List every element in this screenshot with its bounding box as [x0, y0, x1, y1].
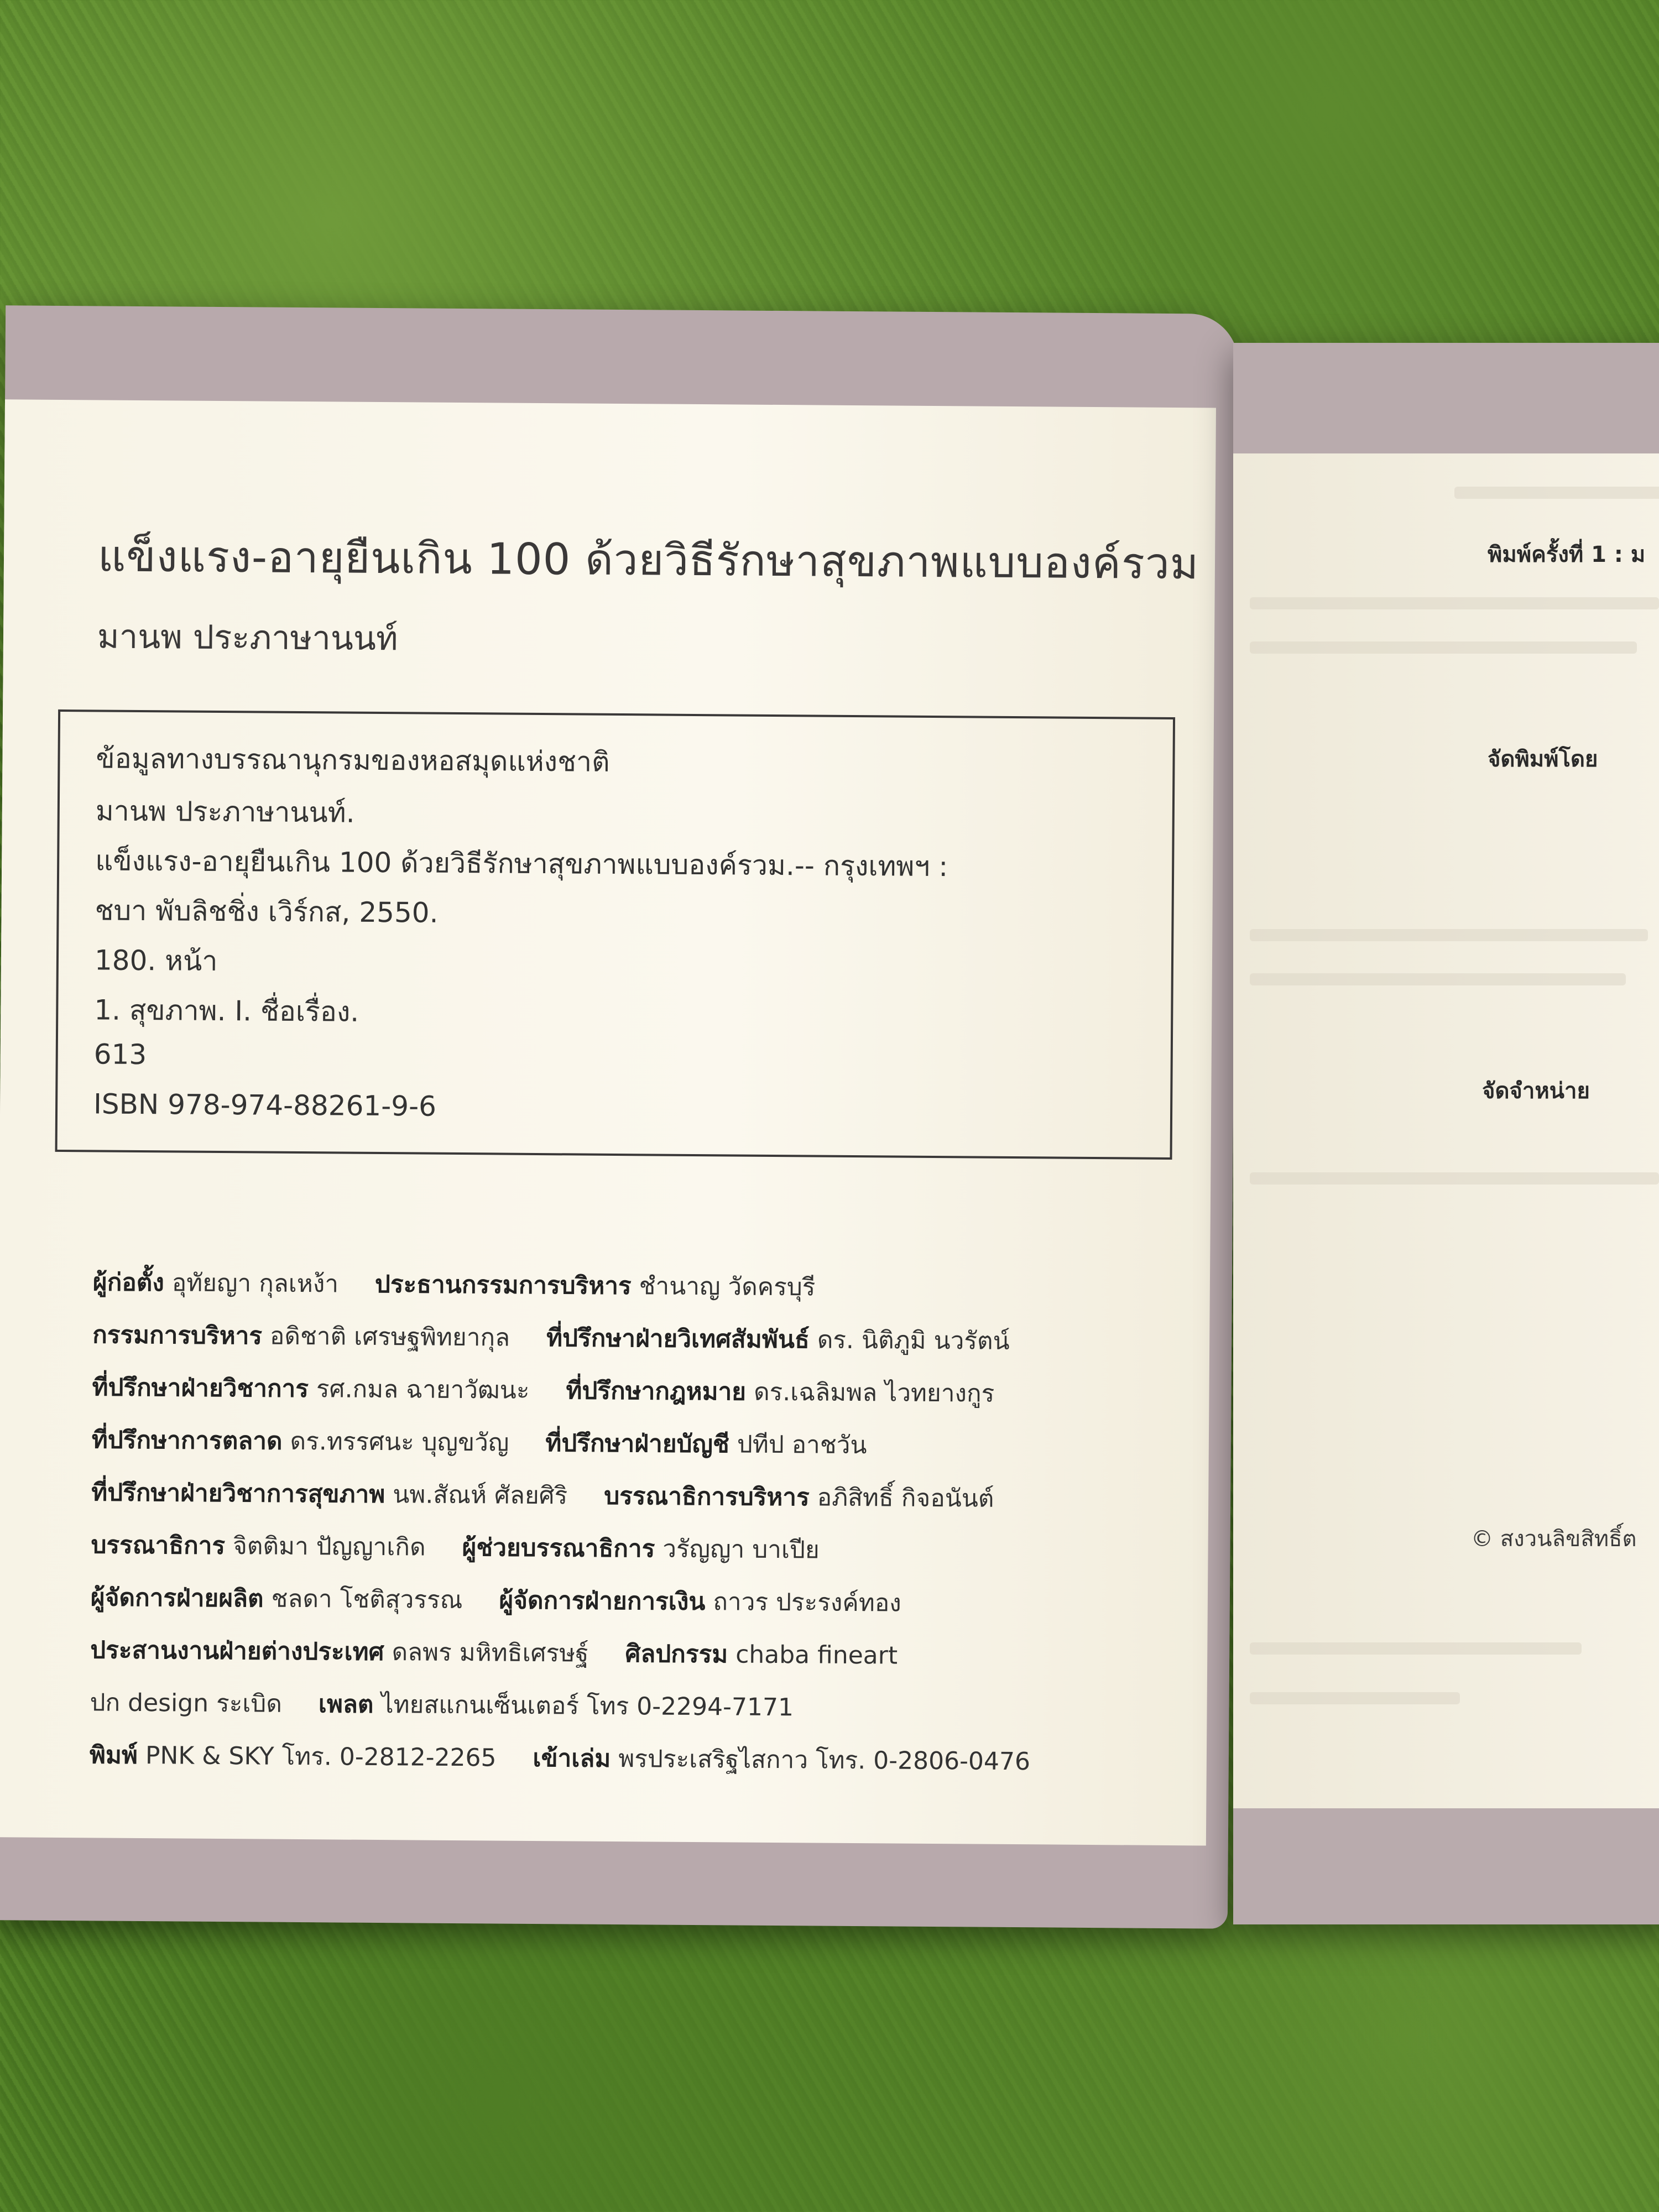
credit-name: วรัญญา บาเปีย — [662, 1535, 820, 1564]
credit-row — [90, 1735, 1060, 1781]
credit-name: chaba fineart — [735, 1640, 898, 1670]
credit-role: เพลต — [318, 1690, 374, 1719]
credit-role: ที่ปรึกษาฝ่ายวิชาการ — [92, 1373, 309, 1404]
credit-row — [92, 1315, 1039, 1360]
show-through-text — [1250, 1172, 1659, 1185]
copyright-notice: © สงวนลิขสิทธิ์ต — [1471, 1526, 1637, 1552]
credit-row — [90, 1683, 822, 1726]
cip-line: ชบา พับลิชชิ่ง เวิร์กส, 2550. — [95, 894, 439, 929]
show-through-text — [1250, 973, 1626, 985]
credit-name: พรประเสริฐไสกาว โทร. 0-2806-0476 — [618, 1745, 1031, 1776]
left-page — [0, 305, 1239, 1928]
credit-role: ผู้จัดการฝ่ายการเงิน — [499, 1586, 706, 1616]
cip-line: 1. สุขภาพ. I. ชื่อเรื่อง. — [94, 994, 359, 1028]
credit-name: ปก design ระเบิด — [90, 1688, 283, 1718]
credit-name: อุทัยญา กุลเหง้า — [171, 1269, 339, 1298]
credit-row — [91, 1578, 930, 1623]
credit-name: ดร. นิติภูมิ นวรัตน์ — [817, 1326, 1010, 1355]
credit-name: รศ.กมล ฉายาวัฒนะ — [316, 1375, 530, 1405]
credit-name: ดร.ทรรศนะ บุญขวัญ — [290, 1427, 509, 1457]
cip-line: แข็งแรง-อายุยืนเกิน 100 ด้วยวิธีรักษาสุขภาพแบบองค์รวม.-- กรุงเทพฯ : — [95, 844, 948, 883]
book-author: มานพ ประภาษานนท์ — [97, 617, 398, 659]
show-through-text — [1454, 487, 1659, 499]
credit-role: พิมพ์ — [89, 1741, 138, 1770]
credit-row — [90, 1630, 926, 1675]
right-page-content — [1233, 453, 1659, 1808]
show-through-text — [1250, 641, 1637, 654]
credit-role: บรรณาธิการบริหาร — [604, 1481, 810, 1512]
credit-role: บรรณาธิการ — [91, 1531, 226, 1561]
distributor-label: จัดจำหน่าย — [1482, 1078, 1590, 1104]
cip-line: 180. หน้า — [94, 944, 218, 977]
credit-row — [91, 1525, 848, 1569]
credit-role: ที่ปรึกษาการตลาด — [91, 1426, 283, 1455]
credit-role: ผู้จัดการฝ่ายผลิต — [90, 1583, 264, 1613]
credit-row — [92, 1420, 896, 1464]
show-through-text — [1250, 929, 1648, 941]
credit-name: จิตติมา ปัญญาเกิด — [232, 1532, 426, 1562]
credit-role: เข้าเล่ม — [533, 1744, 611, 1773]
credit-row — [91, 1473, 1023, 1518]
right-page — [1233, 343, 1659, 1924]
credit-role: ที่ปรึกษาฝ่ายบัญชี — [545, 1429, 730, 1459]
cataloging-in-publication-box — [55, 709, 1176, 1160]
credit-role: กรรมการบริหาร — [92, 1321, 263, 1350]
credit-name: ดร.เฉลิมพล ไวทยางกูร — [753, 1378, 995, 1408]
print-edition-label: พิมพ์ครั้งที่ 1 : ม — [1488, 542, 1646, 567]
credit-role: ผู้ก่อตั้ง — [92, 1268, 164, 1297]
credit-name: ชำนาญ วัดครบุรี — [639, 1272, 816, 1302]
cip-line: 613 — [93, 1038, 147, 1071]
cip-line: มานพ ประภาษานนท์. — [95, 795, 355, 829]
credit-name: ถาวร ประรงค์ทอง — [713, 1588, 901, 1618]
credit-role: ที่ปรึกษาฝ่ายวิเทศสัมพันธ์ — [546, 1324, 810, 1354]
credit-role: ที่ปรึกษาฝ่ายวิชาการสุขภาพ — [91, 1478, 385, 1509]
credit-role: ผู้ช่วยบรรณาธิการ — [462, 1533, 655, 1563]
credit-row — [93, 1262, 844, 1306]
show-through-text — [1250, 597, 1659, 609]
publisher-label: จัดพิมพ์โดย — [1488, 747, 1598, 772]
credit-name: อภิสิทธิ์ กิจอนันต์ — [817, 1483, 994, 1513]
cip-line: ISBN 978-974-88261-9-6 — [93, 1088, 437, 1123]
show-through-text — [1250, 1692, 1460, 1704]
credit-name: ชลดา โชติสุวรรณ — [271, 1584, 463, 1615]
credit-role: ศิลปกรรม — [625, 1640, 728, 1669]
credit-name: ปทีป อาชวัน — [737, 1430, 867, 1460]
credit-role: ประธานกรรมการบริหาร — [374, 1270, 632, 1301]
credit-name: นพ.สัณห์ ศัลยศิริ — [393, 1480, 568, 1510]
credit-name: ไทยสแกนเซ็นเตอร์ โทร 0-2294-7171 — [381, 1691, 794, 1722]
credit-role: ที่ปรึกษากฎหมาย — [566, 1376, 747, 1406]
credit-row — [92, 1368, 1023, 1413]
book-title: แข็งแรง-อายุยืนเกิน 100 ด้วยวิธีรักษาสุขภาพแบบองค์รวม — [97, 531, 1199, 589]
credit-name: ดลพร มหิทธิเศรษฐ์ — [392, 1638, 589, 1668]
left-page-content — [0, 399, 1216, 1845]
credit-name: PNK & SKY โทร. 0-2812-2265 — [145, 1741, 497, 1772]
cip-line: ข้อมูลทางบรรณานุกรมของหอสมุดแห่งชาติ — [96, 742, 610, 778]
show-through-text — [1250, 1642, 1582, 1655]
credit-name: อดิชาติ เศรษฐพิทยากุล — [269, 1322, 510, 1352]
credit-role: ประสานงานฝ่ายต่างประเทศ — [90, 1636, 384, 1667]
